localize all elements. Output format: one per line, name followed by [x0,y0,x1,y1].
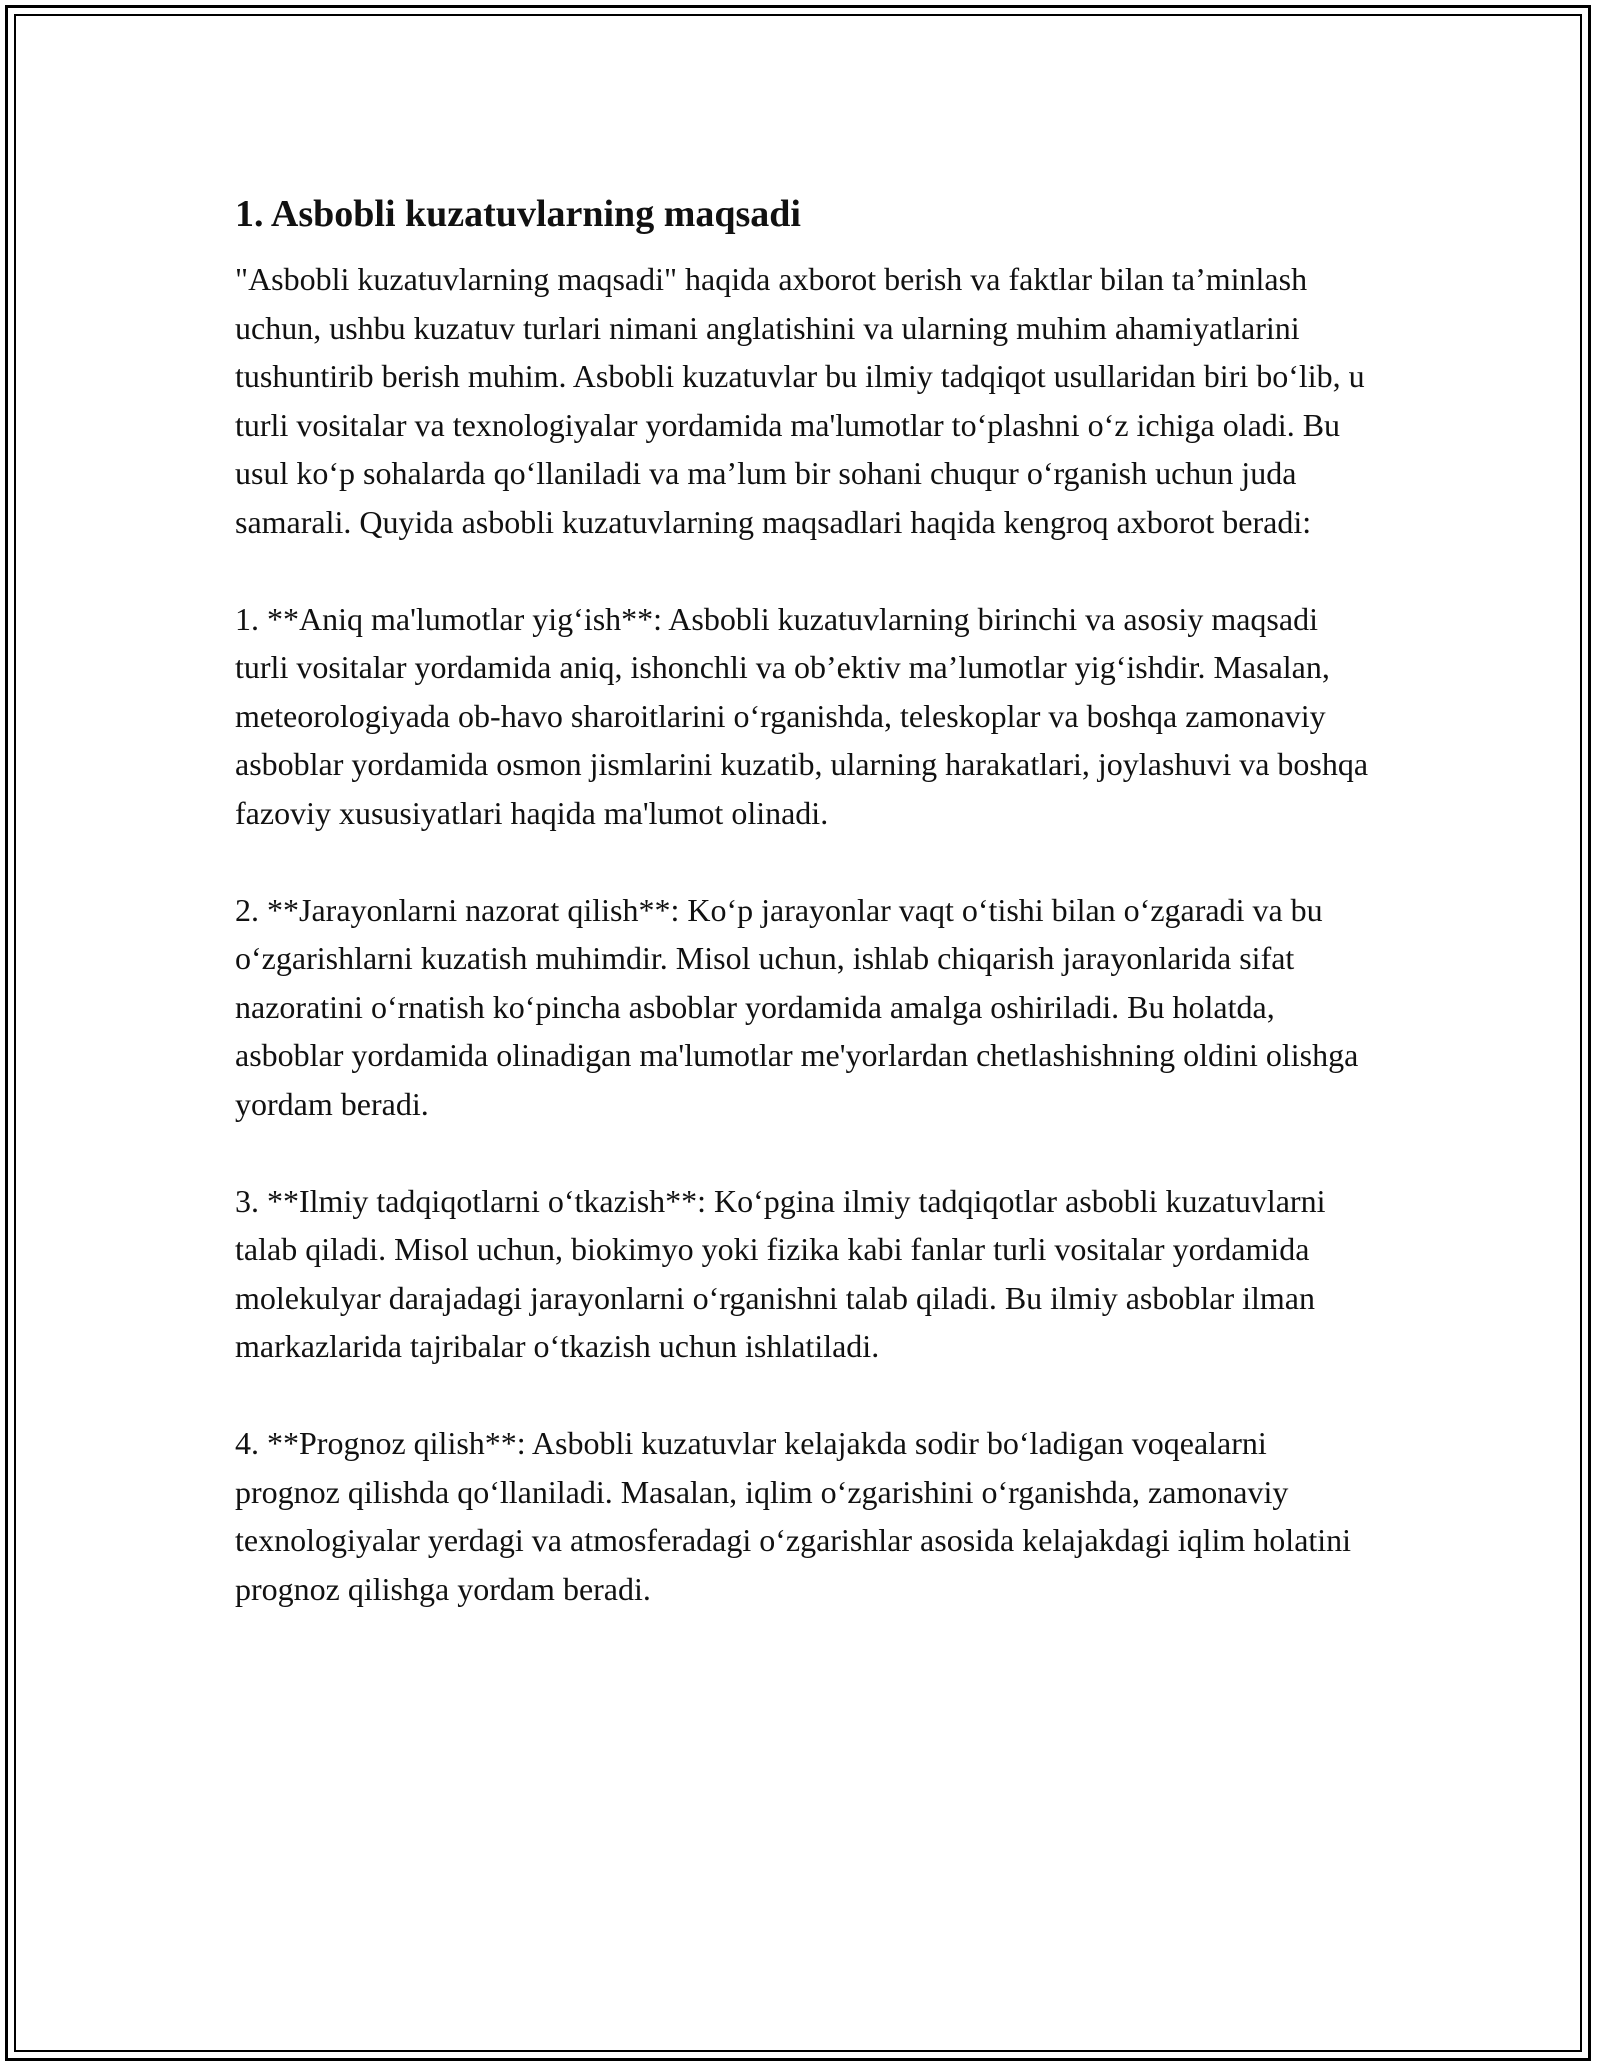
list-item-aniq-malumotlar: 1. **Aniq ma'lumotlar yigʻish**: Asbobli kuzatuvlarning birinchi va asosiy maqsadi turli vositalar yordamida aniq, ishonchli va ob’ektiv ma’lumotlar yigʻishdir. Masalan, meteorologiyada ob-havo sharoitlarini oʻrganishda, teleskoplar va boshqa zamonaviy asboblar yordamida osmon jismlarini kuzatib, ularning harakatlari, joylashuvi va boshqa fazoviy xususiyatlari haqida ma'lumot olinadi. [235,600,1369,831]
intro-paragraph: "Asbobli kuzatuvlarning maqsadi" haqida axborot berish va faktlar bilan ta’minlash uchun, ushbu kuzatuv turlari nimani anglatishini va ularning muhim ahamiyatlarini tushuntirib berish muhim. Asbobli kuzatuvlar bu ilmiy tadqiqot usullaridan biri boʻlib, u turli vositalar va texnologiyalar yordamida ma'lumotlar toʻplashni oʻz ichiga oladi. Bu usul koʻp sohalarda qoʻllaniladi va ma’lum bir sohani chuqur oʻrganish uchun juda samarali. Quyida asbobli kuzatuvlarning maqsadlari haqida kengroq axborot beradi: [235,261,1365,540]
document-body [235,185,1370,1662]
list-item-prognoz-qilish: 4. **Prognoz qilish**: Asbobli kuzatuvlar kelajakda sodir boʻladigan voqealarni prognoz qilishda qoʻllaniladi. Masalan, iqlim oʻzgarishini oʻrganishda, zamonaviy texnologiyalar yerdagi va atmosferadagi oʻzgarishlar asosida kelajakdagi iqlim holatini prognoz qilishga yordam beradi. [235,1425,1352,1607]
list-item-jarayonlarni-nazorat: 2. **Jarayonlarni nazorat qilish**: Koʻp jarayonlar vaqt oʻtishi bilan oʻzgaradi va bu oʻzgarishlarni kuzatish muhimdir. Misol uchun, ishlab chiqarish jarayonlarida sifat nazoratini oʻrnatish koʻpincha asboblar yordamida amalga oshiriladi. Bu holatda, asboblar yordamida olinadigan ma'lumotlar me'yorlardan chetlashishning oldini olishga yordam beradi. [235,891,1359,1122]
list-item-ilmiy-tadqiqotlar: 3. **Ilmiy tadqiqotlarni oʻtkazish**: Koʻpgina ilmiy tadqiqotlar asbobli kuzatuvlarni talab qiladi. Misol uchun, biokimyo yoki fizika kabi fanlar turli vositalar yordamida molekulyar darajadagi jarayonlarni oʻrganishni talab qiladi. Bu ilmiy asboblar ilman markazlarida tajribalar oʻtkazish uchun ishlatiladi. [235,1182,1326,1364]
section-heading: 1. Asbobli kuzatuvlarning maqsadi [235,193,801,235]
